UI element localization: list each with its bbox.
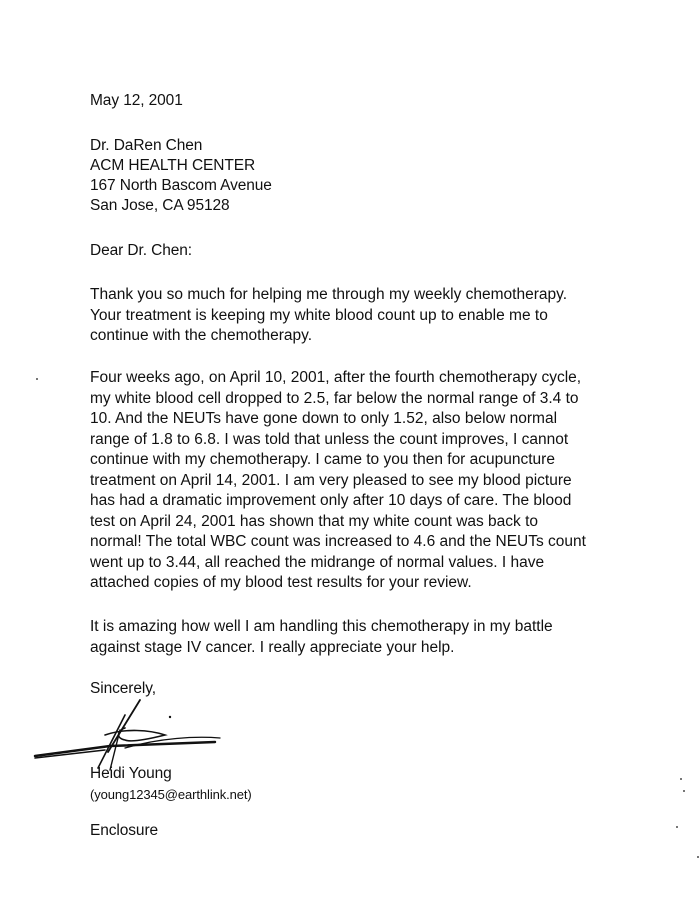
paragraph-line: test on April 24, 2001 has shown that my white count was back to [90,512,539,530]
closing: Sincerely, [90,680,156,697]
paragraph-line: 10. And the NEUTs have gone down to only 1.52, also below normal [90,410,558,427]
paragraph-1 [90,285,650,347]
letter-date: May 12, 2001 [90,92,183,109]
sender-email[interactable]: (young12345@earthlink.net) [90,787,252,802]
paragraph-line: treatment on April 14, 2001. I am very pleased to see my blood picture [90,471,572,489]
paragraph-line: continue with the chemotherapy. [90,327,313,344]
sender-name: Heidi Young [90,765,172,782]
paragraph-line: Four weeks ago, on April 10, 2001, after the fourth chemotherapy cycle, [90,369,582,386]
paragraph-3 [90,617,650,658]
paragraph-line: normal! The total WBC count was increased to 4.6 and the NEUTs count [90,533,586,550]
paragraph-line: went up to 3.44, all reached the midrange of normal values. I have [90,553,545,571]
salutation: Dear Dr. Chen: [90,242,192,259]
recipient-city-state-zip: San Jose, CA 95128 [90,197,230,214]
scan-speck [676,826,678,828]
enclosure-notation: Enclosure [90,822,159,839]
paragraph-line: It is amazing how well I am handling this chemotherapy in my battle [90,618,553,635]
paragraph-line: against stage IV cancer. I really appreciate your help. [90,638,455,656]
scan-speck [697,856,699,858]
paragraph-line: attached copies of my blood test results for your review. [90,574,472,591]
paragraph-line: range of 1.8 to 6.8. I was told that unless the count improves, I cannot [90,430,569,448]
scan-speck [36,378,38,380]
paragraph-line: continue with my chemotherapy. I came to you then for acupuncture [90,451,555,468]
recipient-organization: ACM HEALTH CENTER [90,157,256,174]
recipient-street: 167 North Bascom Avenue [90,177,272,194]
paragraph-line: my white blood cell dropped to 2.5, far below the normal range of 3.4 to [90,389,579,407]
paragraph-line: Thank you so much for helping me through my weekly chemotherapy. [90,286,568,303]
scan-speck [683,790,685,792]
recipient-name: Dr. DaRen Chen [90,137,203,154]
scan-speck [680,778,682,780]
paragraph-line: has had a dramatic improvement only after 10 days of care. The blood [90,492,572,509]
paragraph-2 [90,368,650,594]
paragraph-line: Your treatment is keeping my white blood count up to enable me to [90,306,548,324]
